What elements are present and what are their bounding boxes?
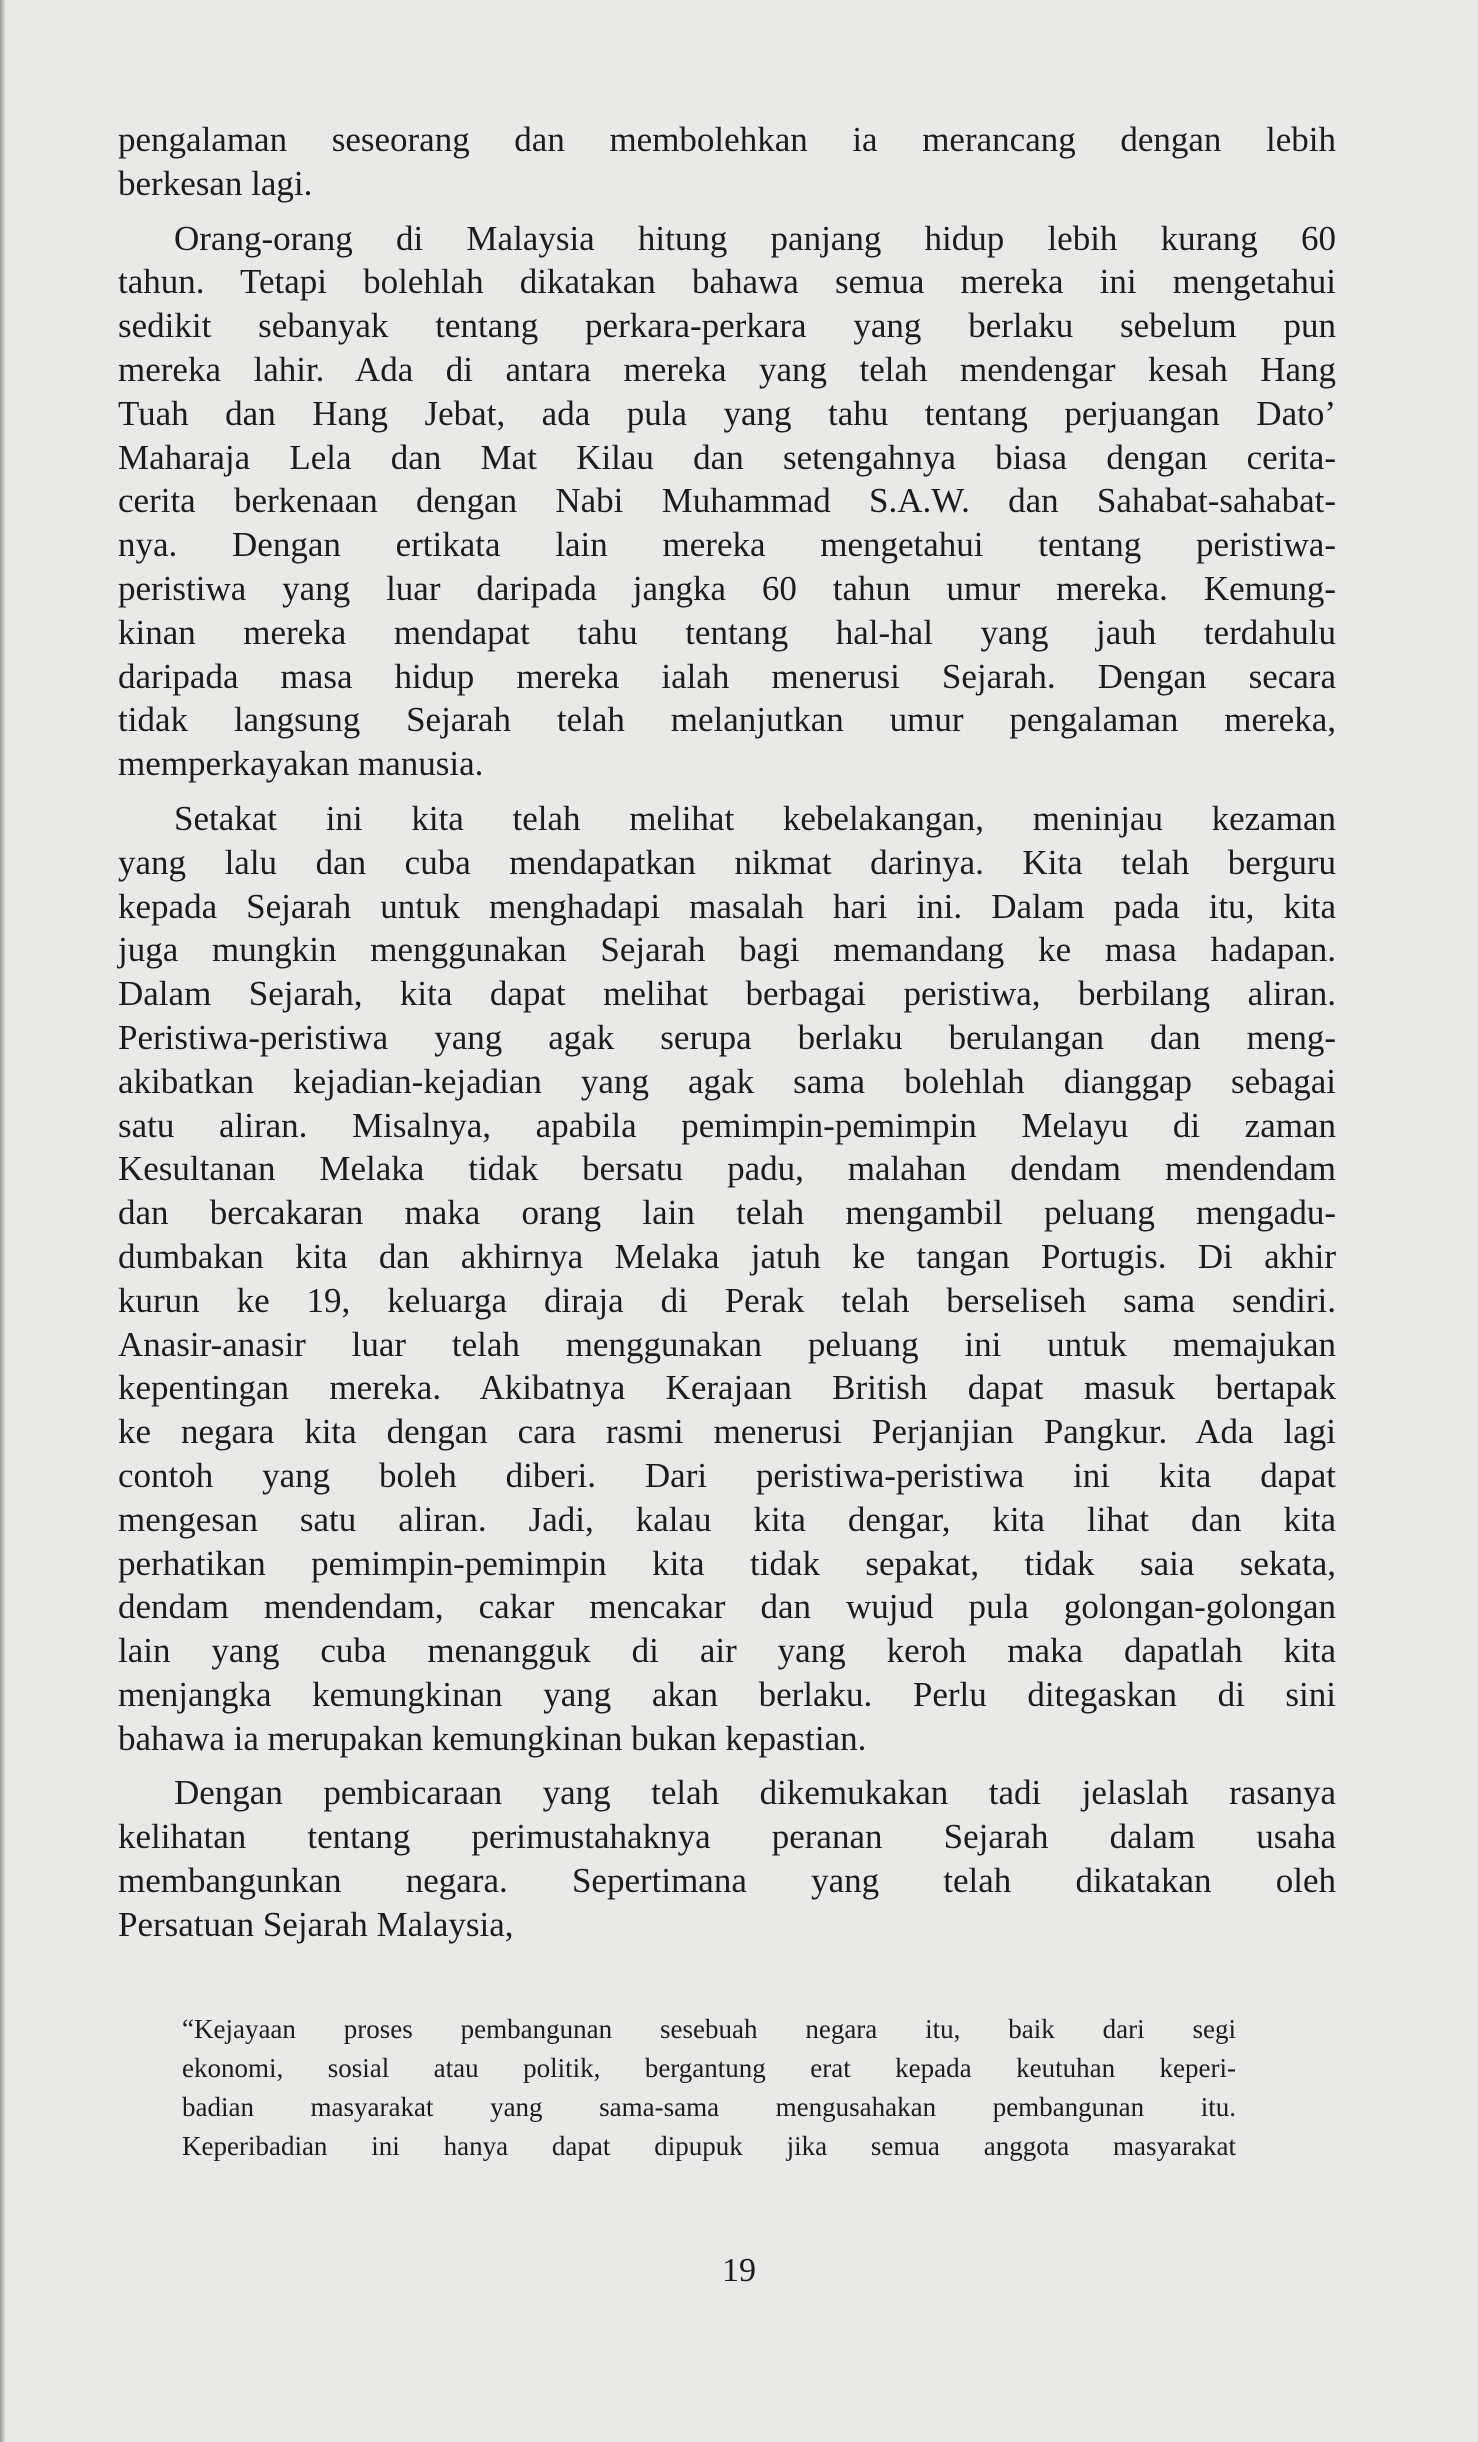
text-line: perhatikan pemimpin-pemimpin kita tidak sepakat, tidak saia sekata, [118, 1543, 1336, 1583]
text-line: kinan mereka mendapat tahu tentang hal-hal yang jauh terdahulu [118, 612, 1336, 652]
paragraph [118, 797, 1336, 1761]
text-line: Dengan pembicaraan yang telah dikemukakan tadi jelaslah rasanya [174, 1773, 1336, 1813]
text-line: Setakat ini kita telah melihat kebelakangan, meninjau kezaman [174, 798, 1336, 838]
text-line: Dalam Sejarah, kita dapat melihat berbagai peristiwa, berbilang aliran. [118, 974, 1336, 1014]
text-line: pengalaman seseorang dan membolehkan ia merancang dengan lebih [118, 120, 1336, 159]
text-line: nya. Dengan ertikata lain mereka mengetahui tentang peristiwa- [118, 525, 1336, 565]
text-line: daripada masa hidup mereka ialah menerusi Sejarah. Dengan secara [118, 656, 1336, 696]
text-line: Peristiwa-peristiwa yang agak serupa berlaku berulangan dan meng- [118, 1017, 1336, 1057]
text-line: satu aliran. Misalnya, apabila pemimpin-pemimpin Melayu di zaman [118, 1105, 1336, 1145]
paragraph [118, 217, 1336, 786]
text-line: contoh yang boleh diberi. Dari peristiwa-peristiwa ini kita dapat [118, 1455, 1336, 1495]
text-line: tidak langsung Sejarah telah melanjutkan umur pengalaman mereka, [118, 700, 1336, 740]
text-line: membangunkan negara. Sepertimana yang telah dikatakan oleh [118, 1861, 1336, 1901]
text-line: dumbakan kita dan akhirnya Melaka jatuh ke tangan Portugis. Di akhir [118, 1236, 1336, 1276]
text-line: sedikit sebanyak tentang perkara-perkara yang berlaku sebelum pun [118, 306, 1336, 346]
text-line: berkesan lagi. [118, 163, 313, 203]
text-line: tahun. Tetapi bolehlah dikatakan bahawa semua mereka ini mengetahui [118, 262, 1336, 302]
text-line: ke negara kita dengan cara rasmi menerusi Perjanjian Pangkur. Ada lagi [118, 1412, 1336, 1452]
quote-line: Keperibadian ini hanya dapat dipupuk jika semua anggota masyarakat [182, 2131, 1236, 2161]
text-line: Maharaja Lela dan Mat Kilau dan setengahnya biasa dengan cerita- [118, 437, 1336, 477]
page-edge-shadow [0, 0, 6, 2442]
text-line: kepentingan mereka. Akibatnya Kerajaan British dapat masuk bertapak [118, 1368, 1336, 1408]
block-quote [182, 2010, 1236, 2166]
quote-line: badian masyarakat yang sama-sama mengusahakan pembangunan itu. [182, 2092, 1236, 2122]
text-line: yang lalu dan cuba mendapatkan nikmat darinya. Kita telah berguru [118, 842, 1336, 882]
text-line: juga mungkin menggunakan Sejarah bagi memandang ke masa hadapan. [118, 930, 1336, 970]
text-line: cerita berkenaan dengan Nabi Muhammad S.A.W. dan Sahabat-sahabat- [118, 481, 1336, 521]
page-number: 19 [722, 2252, 756, 2289]
text-line: kurun ke 19, keluarga diraja di Perak telah berseliseh sama sendiri. [118, 1280, 1336, 1320]
text-line: peristiwa yang luar daripada jangka 60 tahun umur mereka. Kemung- [118, 568, 1336, 608]
text-line: kepada Sejarah untuk menghadapi masalah hari ini. Dalam pada itu, kita [118, 886, 1336, 926]
quote-line: “Kejayaan proses pembangunan sesebuah negara itu, baik dari segi [182, 2014, 1236, 2044]
text-line: memperkayakan manusia. [118, 744, 484, 784]
text-line: Tuah dan Hang Jebat, ada pula yang tahu tentang perjuangan Dato’ [118, 393, 1336, 433]
quote-line: ekonomi, sosial atau politik, bergantung erat kepada keutuhan keperi- [182, 2053, 1236, 2083]
text-line: menjangka kemungkinan yang akan berlaku. Perlu ditegaskan di sini [118, 1674, 1336, 1714]
text-line: mereka lahir. Ada di antara mereka yang telah mendengar kesah Hang [118, 349, 1336, 389]
paragraph [118, 118, 1336, 206]
text-line: Persatuan Sejarah Malaysia, [118, 1904, 514, 1944]
text-line: akibatkan kejadian-kejadian yang agak sama bolehlah dianggap sebagai [118, 1061, 1336, 1101]
text-line: bahawa ia merupakan kemungkinan bukan kepastian. [118, 1718, 867, 1758]
text-line: lain yang cuba menangguk di air yang keroh maka dapatlah kita [118, 1631, 1336, 1671]
body-text [118, 118, 1336, 1958]
text-line: dendam mendendam, cakar mencakar dan wujud pula golongan-golongan [118, 1587, 1336, 1627]
text-line: dan bercakaran maka orang lain telah mengambil peluang mengadu- [118, 1193, 1336, 1233]
text-line: mengesan satu aliran. Jadi, kalau kita dengar, kita lihat dan kita [118, 1499, 1336, 1539]
text-line: Anasir-anasir luar telah menggunakan peluang ini untuk memajukan [118, 1324, 1336, 1364]
paragraph [118, 1771, 1336, 1946]
text-line: kelihatan tentang perimustahaknya peranan Sejarah dalam usaha [118, 1817, 1336, 1857]
text-line: Kesultanan Melaka tidak bersatu padu, malahan dendam mendendam [118, 1149, 1336, 1189]
text-line: Orang-orang di Malaysia hitung panjang hidup lebih kurang 60 [174, 218, 1336, 258]
